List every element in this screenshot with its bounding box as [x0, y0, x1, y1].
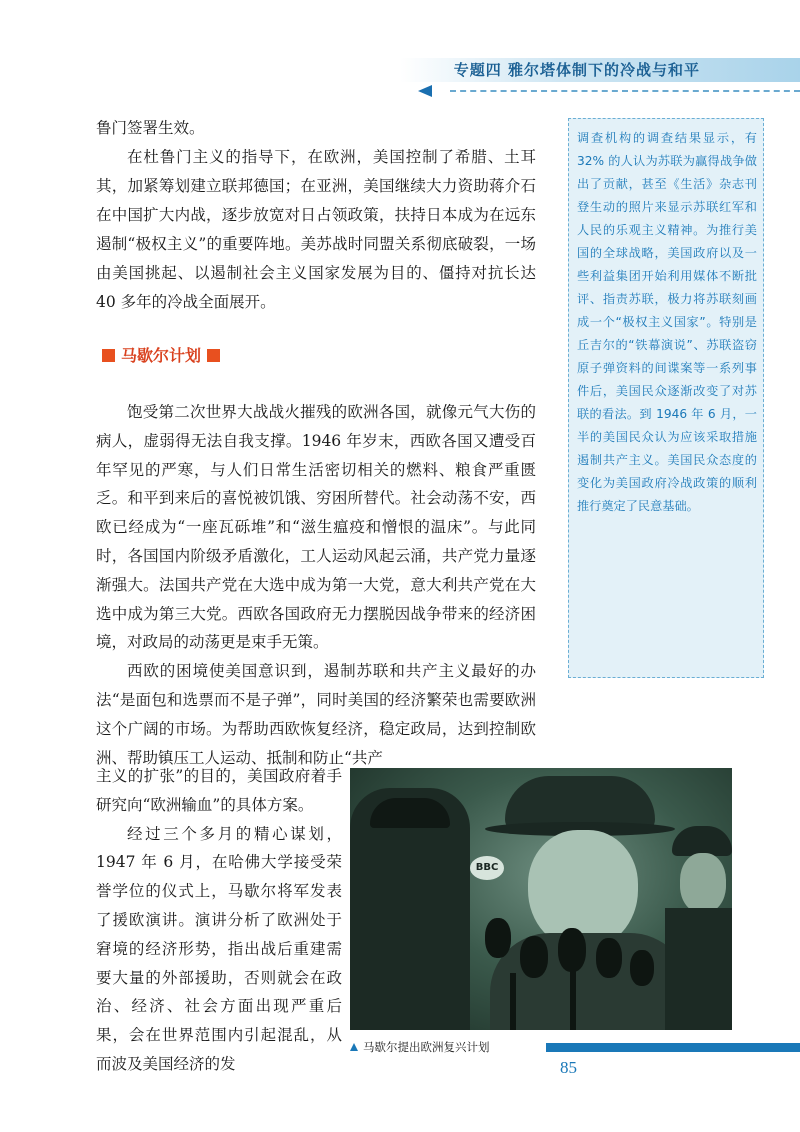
- face-shape: [528, 830, 638, 950]
- microphone-icon: [596, 938, 622, 978]
- header-divider: [450, 90, 800, 92]
- sidebar-note-text: 调查机构的调查结果显示，有 32% 的人认为苏联为赢得战争做出了贡献，甚至《生活》杂志刊登生动的照片来显示苏联红军和人民的乐观主义精神。为推行美国的全球战略，美国政府以及一些利益集团开始利用媒体不断批评、指责苏联，极力将苏联刻画成一个“极权主义国家”。特别是丘吉尔的“铁幕演说”、苏联盗窃原子弹资料的间谍案等一系列事件后，美国民众逐渐改变了对苏联的看法。到 1946 年 6 月，一半的美国民众认为应该采取措施遏制共产主义。美国民众态度的变化为美国政府冷战政策的顺利推行奠定了民意基础。: [577, 131, 757, 513]
- coat-shape: [665, 908, 732, 1030]
- microphone-stand: [510, 973, 516, 1030]
- page-header-title: 专题四 雅尔塔体制下的冷战与和平: [453, 61, 700, 79]
- section-heading: [96, 343, 226, 369]
- paragraph: 鲁门签署生效。: [96, 119, 205, 137]
- triangle-icon: [350, 1043, 358, 1051]
- footer-bar: [546, 1043, 800, 1052]
- microphone-icon: [630, 950, 654, 986]
- paragraph: 主义的扩张”的目的，美国政府着手研究向“欧洲输血”的具体方案。: [96, 767, 342, 814]
- mic-label: BBC: [475, 862, 499, 873]
- bbc-microphone: [470, 856, 504, 880]
- microphone-icon: [558, 928, 586, 972]
- square-bullet-icon: [207, 349, 220, 362]
- square-bullet-icon: [102, 349, 115, 362]
- photo-caption-text: 马歇尔提出欧洲复兴计划: [363, 1040, 490, 1054]
- photo-caption: [350, 1038, 490, 1056]
- face-shape: [680, 853, 726, 913]
- paragraph: 饱受第二次世界大战战火摧残的欧洲各国，就像元气大伤的病人，虚弱得无法自我支撑。1946 年岁末，西欧各国又遭受百年罕见的严寒，与人们日常生活密切相关的燃料、粮食严重匮乏。和平到来后的喜悦被饥饿、穷困所替代。社会动荡不安，西欧已经成为“一座瓦砾堆”和“滋生瘟疫和憎恨的温床”。与此同时，各国国内阶级矛盾激化，工人运动风起云涌，共产党力量逐渐强大。法国共产党在大选中成为第一大党，意大利共产党在大选中成为第三大党。西欧各国政府无力摆脱因战争带来的经济困境，对政局的动荡更是束手无策。: [96, 403, 536, 652]
- narrow-body-text: [96, 762, 342, 1079]
- body-text: [96, 398, 536, 772]
- intro-text: [96, 114, 536, 317]
- marshall-photo: [350, 768, 732, 1030]
- page-number: 85: [560, 1058, 577, 1077]
- arrow-icon: [418, 85, 432, 97]
- paragraph: 西欧的困境使美国意识到，遏制苏联和共产主义最好的办法“是面包和选票而不是子弹”，同时美国的经济繁荣也需要欧洲这个广阔的市场。为帮助西欧恢复经济，稳定政局，达到控制欧洲、帮助镇压工人运动、抵制和防止“共产: [96, 662, 536, 767]
- hat-shape: [672, 826, 732, 856]
- microphone-icon: [520, 936, 548, 978]
- microphone-stand: [570, 968, 576, 1030]
- section-heading-text: 马歇尔计划: [121, 346, 202, 365]
- paragraph: 在杜鲁门主义的指导下，在欧洲，美国控制了希腊、土耳其，加紧筹划建立联邦德国；在亚洲，美国继续大力资助蒋介石在中国扩大内战，逐步放宽对日占领政策，扶持日本成为在远东遏制“极权主义”的重要阵地。美苏战时同盟关系彻底破裂，一场由美国挑起、以遏制社会主义国家发展为目的、僵持对抗长达 40 多年的冷战全面展开。: [96, 148, 536, 311]
- microphone-icon: [485, 918, 511, 958]
- sidebar-note: [568, 118, 764, 678]
- paragraph: 经过三个多月的精心谋划，1947 年 6 月，在哈佛大学接受荣誉学位的仪式上，马歇尔将军发表了援欧演讲。演讲分析了欧洲处于窘境的经济形势，指出战后重建需要大量的外部援助，否则就会在政治、经济、社会方面出现严重后果，会在世界范围内引起混乱，从而波及美国经济的发: [96, 824, 342, 1073]
- hat-shape: [370, 798, 450, 828]
